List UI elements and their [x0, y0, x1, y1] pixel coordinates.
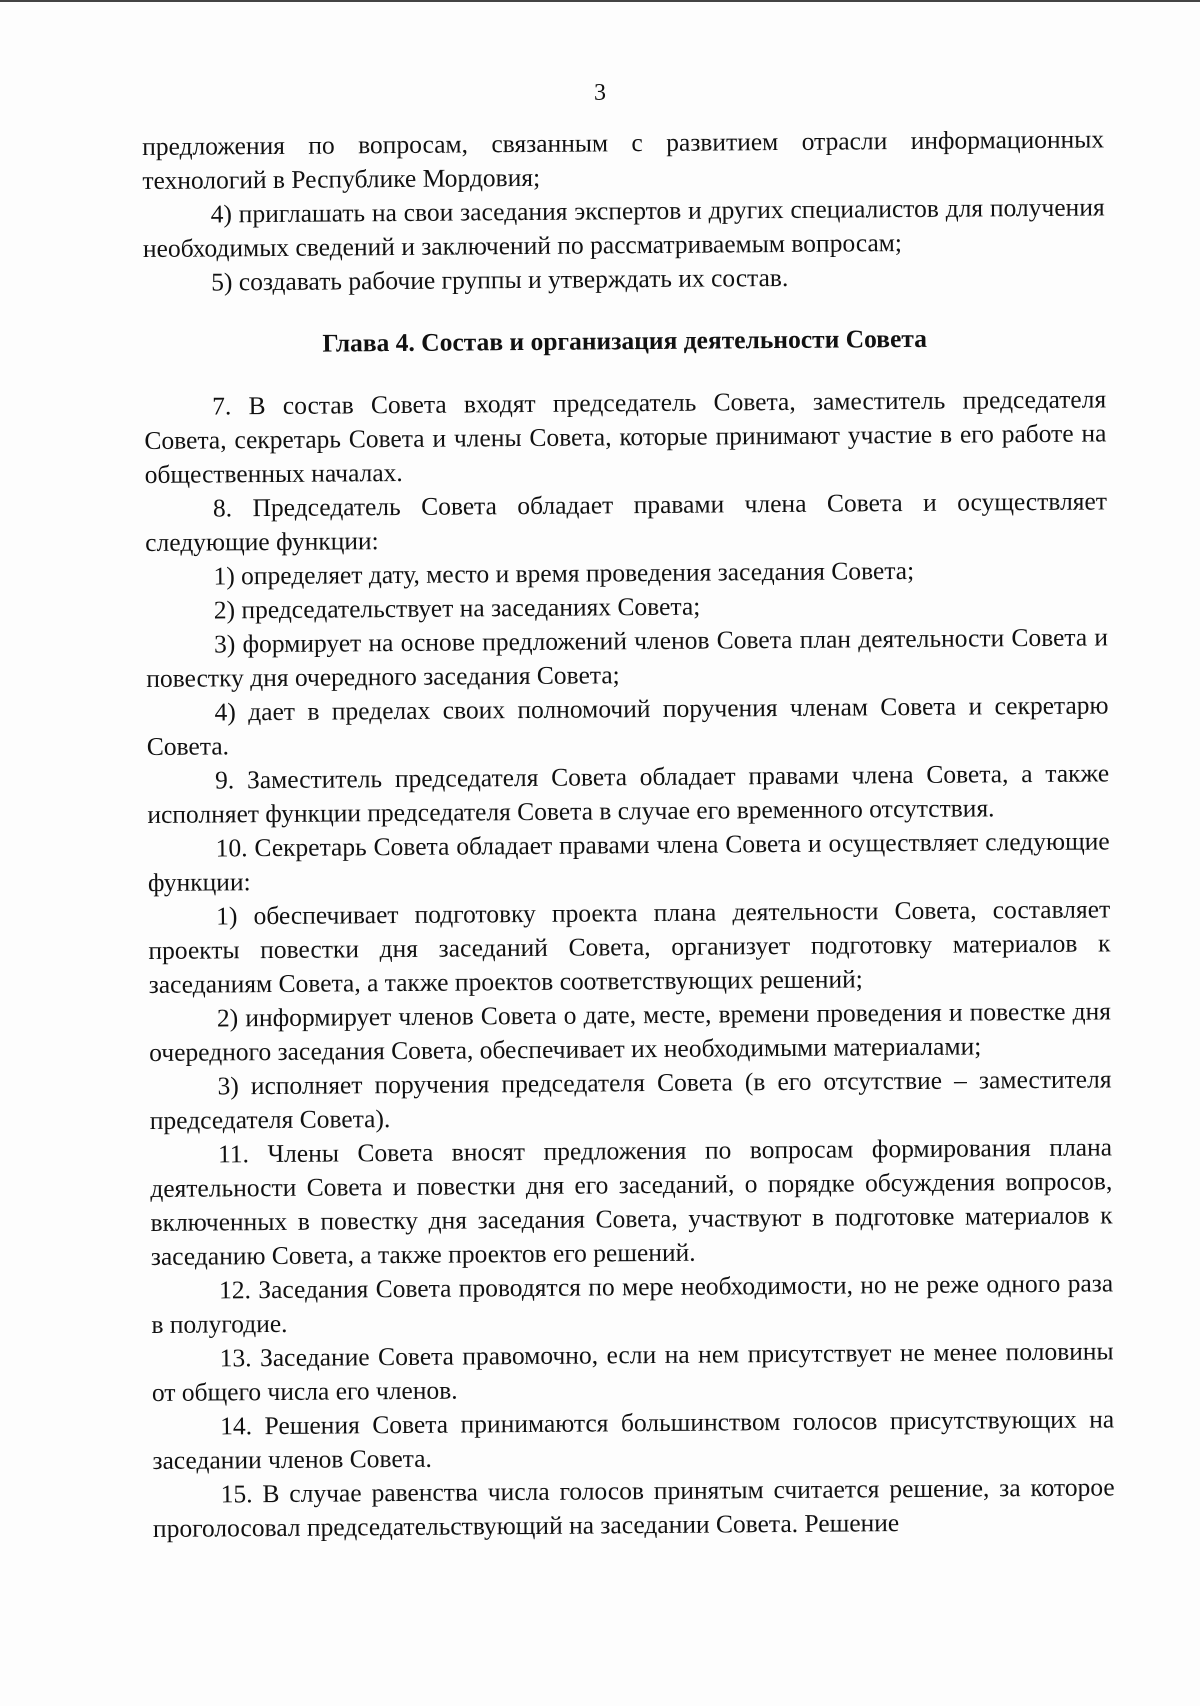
paragraph-8-4: 4) дает в пределах своих полномочий поручения членам Совета и секретарю Совета.: [146, 690, 1109, 761]
paragraph-7: 7. В состав Совета входят председатель Совета, заместитель председателя Совета, секретарь Совета и члены Совета, которые принимают участие в его работе на общественных началах.: [144, 384, 1107, 489]
paragraph-13: 13. Заседание Совета правомочно, если на нем присутствует не менее половины от общего числа его членов.: [151, 1336, 1114, 1407]
paragraph-10-2: 2) информирует членов Совета о дате, месте, времени проведения и повестке дня очередного заседания Совета, обеспечивает их необходимыми материалами;: [149, 996, 1112, 1067]
paragraph-9: 9. Заместитель председателя Совета обладает правами члена Совета, а также исполняет функции председателя Совета в случае его временного отсутствия.: [147, 758, 1110, 829]
paragraph-10-3: 3) исполняет поручения председателя Совета (в его отсутствие – заместителя председателя Совета).: [149, 1064, 1112, 1135]
paragraph-8: 8. Председатель Совета обладает правами члена Совета и осуществляет следующие функции:: [145, 486, 1108, 557]
paragraph-10: 10. Секретарь Совета обладает правами члена Совета и осуществляет следующие функции:: [147, 826, 1110, 897]
section-after-heading: [144, 382, 1115, 1546]
top-border-line: [0, 0, 1200, 2]
paragraph-15: 15. В случае равенства числа голосов принятым считается решение, за которое проголосовал председательствующий на заседании Совета. Решение: [152, 1472, 1115, 1543]
paragraph-4: 4) приглашать на свои заседания экспертов и других специалистов для получения необходимых сведений и заключений по рассматриваемым вопросам;: [142, 192, 1105, 263]
document-body: [142, 122, 1115, 1546]
page-number: 3: [594, 80, 606, 106]
paragraph-cont: предложения по вопросам, связанным с развитием отрасли информационных технологий в Республике Мордовия;: [142, 124, 1105, 195]
paragraph-12: 12. Заседания Совета проводятся по мере необходимости, но не реже одного раза в полугодие.: [151, 1268, 1114, 1339]
paragraph-14: 14. Решения Совета принимаются большинством голосов присутствующих на заседании членов Совета.: [152, 1404, 1115, 1475]
paragraph-8-1: 1) определяет дату, место и время проведения заседания Совета;: [213, 555, 915, 591]
section-before-heading: [142, 122, 1105, 300]
paragraph-8-2: 2) председательствует на заседаниях Совета;: [213, 591, 701, 625]
paragraph-11: 11. Члены Совета вносят предложения по вопросам формирования плана деятельности Совета и повестки дня его заседаний, о порядке обсуждения вопросов, включенных в повестку дня заседания Совета, участвуют в подготовке материалов к заседанию Совета, а также проектов его решений.: [150, 1132, 1113, 1271]
paragraph-5: 5) создавать рабочие группы и утверждать их состав.: [211, 262, 789, 297]
paragraph-10-1: 1) обеспечивает подготовку проекта плана деятельности Совета, составляет проекты повестки дня заседаний Совета, организует подготовку материалов к заседаниям Совета, а также проектов соответствующих решений;: [148, 894, 1111, 999]
chapter-heading: Глава 4. Состав и организация деятельности Совета: [322, 323, 928, 358]
paragraph-8-3: 3) формирует на основе предложений членов Совета план деятельности Совета и повестку дня очередного заседания Совета;: [146, 622, 1109, 693]
